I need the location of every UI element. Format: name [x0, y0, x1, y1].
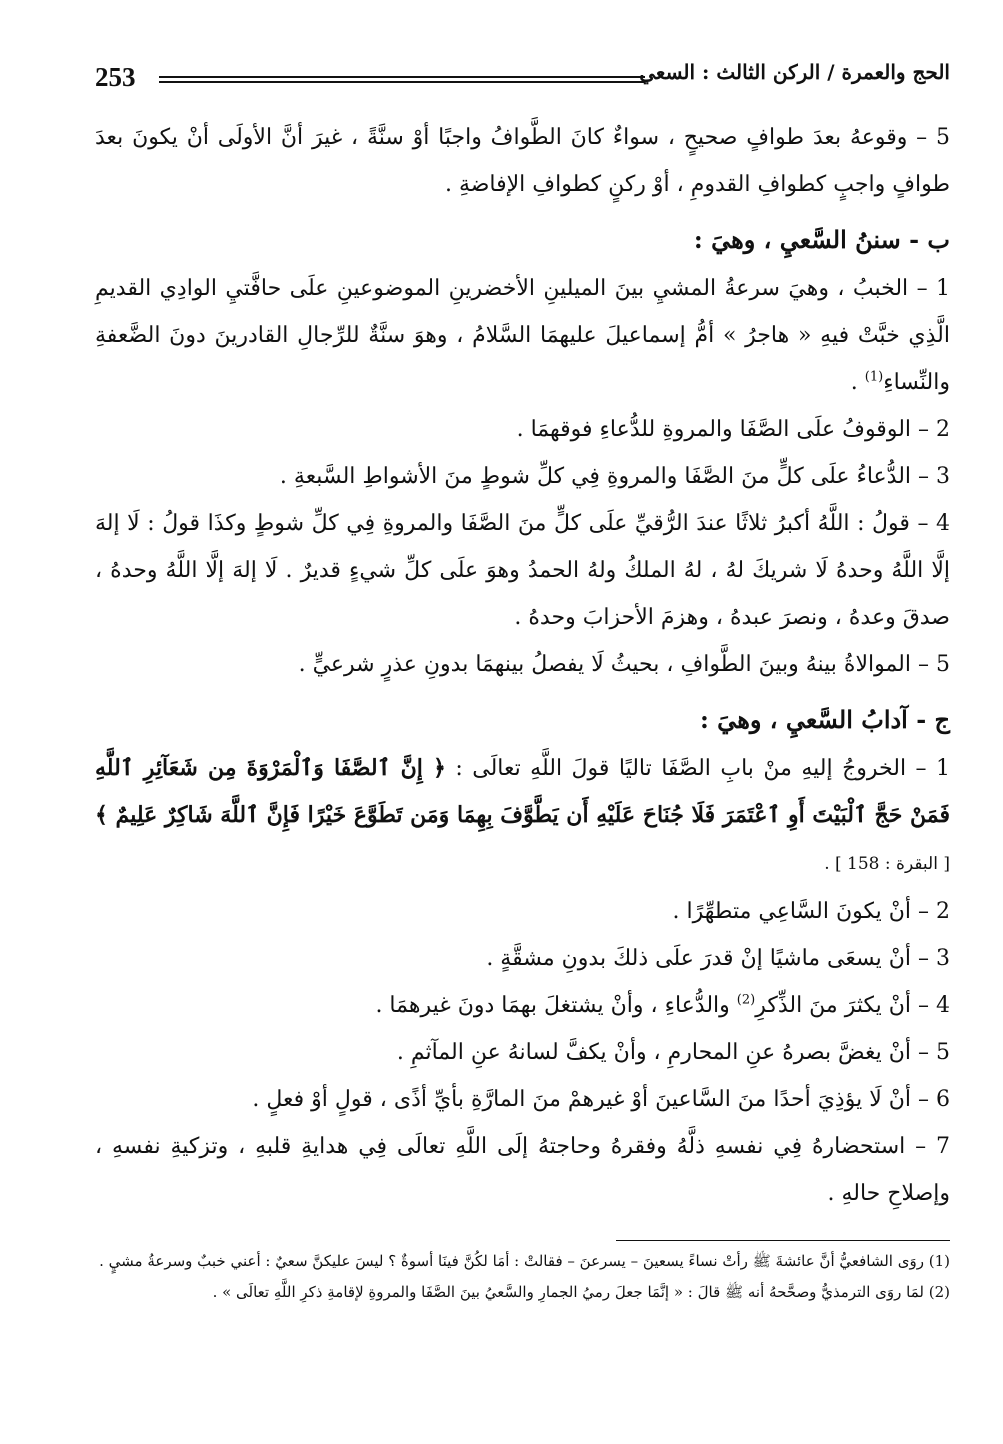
list-item: 3 – الدُّعاءُ علَى كلٍّ منَ الصَّفَا والمروةِ فِي كلِّ شوطٍ منَ الأشواطِ السَّبعةِ . — [279, 464, 950, 489]
intro-paragraph: 5 – وقوعهُ بعدَ طوافٍ صحيحٍ ، سواءٌ كانَ الطَّوافُ واجبًا أوْ سنَّةً ، غيرَ أنَّ الأولَى أنْ يكونَ بعدَ طوافٍ واجبٍ كطوافِ القدومِ ، أوْ ركنٍ كطوافِ الإفاضةِ . — [95, 125, 950, 197]
list-item: 2 – أنْ يكونَ السَّاعِي متطهِّرًا . — [672, 899, 950, 924]
running-title: الحج والعمرة / الركن الثالث : السعي — [639, 60, 950, 84]
list-item — [95, 982, 950, 1029]
item-text: 1 – الخروجُ إليهِ منْ بابِ الصَّفَا تاليًا قولَ اللَّهِ تعالَى : — [455, 756, 950, 781]
page-number: 253 — [95, 62, 136, 92]
item-tail: والدُّعاءِ ، وأنْ يشتغلَ بهمَا دونَ غيرهمَا . — [375, 993, 737, 1018]
list-item — [95, 745, 950, 888]
list-item: 7 – استحضارهُ فِي نفسهِ ذلَّهُ وفقرهُ وحاجتهُ إلَى اللَّهِ تعالَى فِي هدايةِ قلبهِ ، وتزكيةِ نفسهِ ، وإصلاحِ حالهِ . — [95, 1134, 950, 1206]
verse-reference: [ البقرة : 158 ] . — [824, 854, 950, 874]
quran-verse: ﴿ إِنَّ ٱلصَّفَا وَٱلْمَرْوَةَ مِن شَعَآئِرِ ٱللَّهِ فَمَنْ حَجَّ ٱلْبَيْتَ أَوِ ٱعْتَمَرَ فَلَا جُنَاحَ عَلَيْهِ أَن يَطَّوَّفَ بِهِمَا وَمَن تَطَوَّعَ خَيْرًا فَإِنَّ ٱللَّهَ شَاكِرٌ عَلِيمٌ ﴾ — [95, 755, 950, 828]
list-item: 5 – أنْ يغضَّ بصرهُ عنِ المحارمِ ، وأنْ يكفَّ لسانهُ عنِ المآثمِ . — [396, 1040, 950, 1065]
section-c-heading: ج - آدابُ السَّعيِ ، وهيَ : — [699, 705, 950, 734]
footnotes — [95, 1248, 950, 1310]
footnote-1: (1) روَى الشافعيُّ أنَّ عائشةَ ﷺ رأتْ نساءً يسعينَ – يسرعنَ – فقالتْ : أمَا لكُنَّ فينَا أسوةٌ ؟ ليسَ عليكنَّ سعيٌ : أعني خببٌ وسرعةُ مشيٍ . — [99, 1252, 950, 1270]
section-b-heading: ب - سننُ السَّعيِ ، وهيَ : — [693, 225, 950, 254]
footnote-2: (2) لمَا روَى الترمذيُّ وصحَّحهُ أنه ﷺ قالَ : « إنَّمَا جعلَ رميُ الجمارِ والسَّعيُ بينَ الصَّفَا والمروةِ لإقامةِ ذكرِ اللَّهِ تعالَى » . — [212, 1283, 950, 1301]
item-text: 1 – الخببُ ، وهيَ سرعةُ المشيِ بينَ الميلينِ الأخضرينِ الموضوعينِ علَى حافَّتيِ الوادِي القديمِ الَّذِي خبَّتْ فيهِ « هاجرُ » أمُّ إسماعيلَ عليهمَا السَّلامُ ، وهوَ سنَّةٌ للرِّجالِ القادرينَ دونَ الضَّعفةِ والنِّساءِ — [95, 276, 950, 395]
footnote-ref[interactable]: (2) — [736, 992, 756, 1008]
list-item: 3 – أنْ يسعَى ماشيًا إنْ قدرَ علَى ذلكَ بدونِ مشقَّةٍ . — [486, 946, 950, 971]
running-header — [95, 58, 950, 98]
list-item: 4 – قولُ : اللَّهُ أكبرُ ثلاثًا عندَ الرُّقيِّ علَى كلٍّ منَ الصَّفَا والمروةِ فِي كلِّ شوطٍ وكذَا قولُ : لَا إلهَ إلَّا اللَّهُ وحدهُ لَا شريكَ لهُ ، لهُ الملكُ ولهُ الحمدُ وهوَ علَى كلِّ شيءٍ قديرٌ . لَا إلهَ إلَّا اللَّهُ وحدهُ ، صدقَ وعدهُ ، ونصرَ عبدهُ ، وهزمَ الأحزابَ وحدهُ . — [95, 511, 951, 630]
page-body — [95, 114, 950, 1217]
list-item: 6 – أنْ لَا يؤذِيَ أحدًا منَ السَّاعينَ أوْ غيرهمْ منَ المارَّةِ بأيِّ أذًى ، قولٍ أوْ فعلٍ . — [252, 1087, 950, 1112]
footnote-ref[interactable]: (1) — [864, 369, 884, 385]
header-rule — [159, 76, 645, 83]
footnote-separator — [616, 1240, 950, 1241]
list-item: 2 – الوقوفُ علَى الصَّفَا والمروةِ للدُّعاءِ فوقهمَا . — [516, 417, 950, 442]
list-item — [95, 265, 950, 406]
item-text: 4 – أنْ يكثرَ منَ الذِّكرِ — [755, 993, 950, 1018]
item-tail: . — [850, 370, 865, 395]
list-item: 5 – الموالاةُ بينهُ وبينَ الطَّوافِ ، بحيثُ لَا يفصلُ بينهمَا بدونِ عذرٍ شرعيٍّ . — [298, 652, 950, 677]
